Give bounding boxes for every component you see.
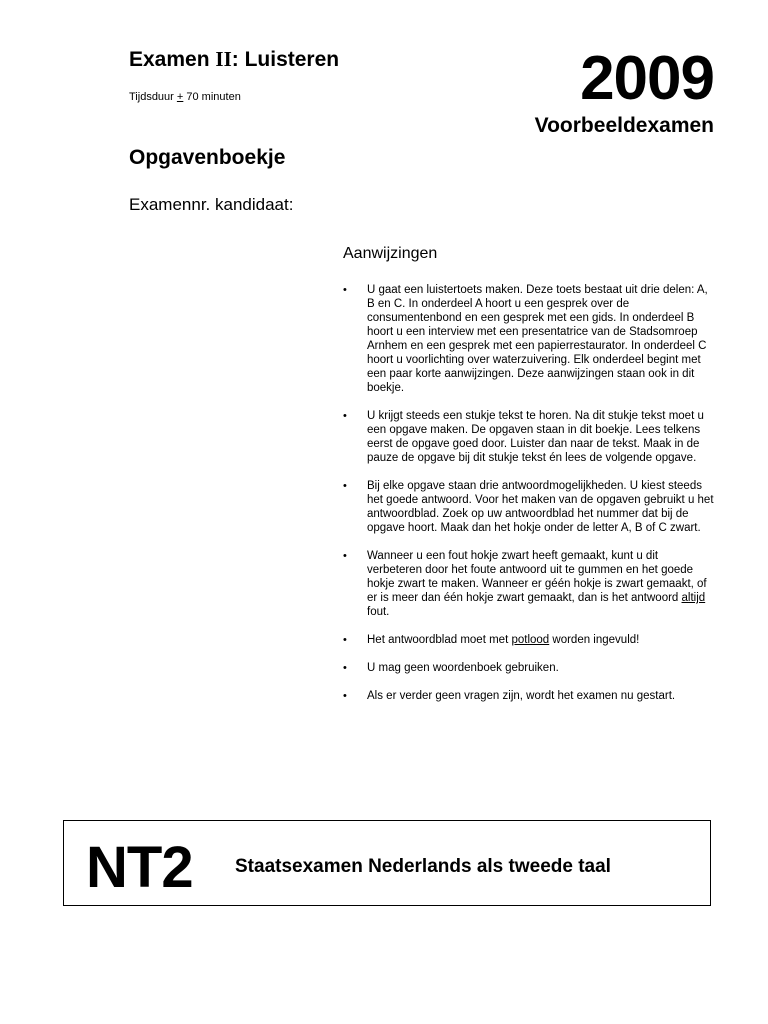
instruction-text: Als er verder geen vragen zijn, wordt het examen nu gestart.	[367, 690, 676, 702]
nt2-logo: NT2	[86, 835, 193, 900]
instructions-heading: Aanwijzingen	[343, 245, 438, 262]
instruction-item	[343, 689, 715, 703]
exam-year: 2009	[580, 44, 714, 113]
instruction-item	[343, 549, 715, 619]
booklet-title: Opgavenboekje	[129, 146, 286, 169]
instruction-item	[343, 283, 715, 395]
exam-title-prefix: Examen	[129, 48, 216, 71]
instruction-item	[343, 409, 715, 465]
exam-title	[129, 49, 339, 70]
plus-minus-symbol: +	[176, 91, 184, 103]
instructions-list	[343, 283, 715, 717]
duration-text	[129, 91, 241, 104]
bullet-icon: •	[343, 634, 347, 646]
instruction-item	[343, 633, 715, 647]
exam-title-roman: II	[215, 47, 232, 71]
duration-suffix: 70 minuten	[183, 91, 241, 103]
bullet-icon: •	[343, 284, 347, 296]
bullet-icon: •	[343, 662, 347, 674]
instruction-text	[367, 550, 707, 618]
instruction-text-suffix: worden ingevuld!	[549, 634, 640, 646]
instruction-text: U gaat een luistertoets maken. Deze toets bestaat uit drie delen: A, B en C. In onderdeel A hoort u een gesprek over de consumentenbond en een gesprek met een gids. In onderdeel B hoort u een interview met een presentatrice van de Stadsomroep Arnhem en een gesprek met een papierrestaurator. In onderdeel C hoort u voorlichting over waterzuivering. Elk onderdeel begint met een paar korte aanwijzingen. Deze aanwijzingen staan ook in dit boekje.	[367, 284, 708, 394]
bullet-icon: •	[343, 690, 347, 702]
candidate-number-label: Examennr. kandidaat:	[129, 195, 294, 214]
footer-banner	[63, 820, 711, 906]
duration-prefix: Tijdsduur	[129, 91, 177, 103]
instruction-item	[343, 479, 715, 535]
instruction-text-end: fout.	[367, 606, 390, 618]
instruction-text: U krijgt steeds een stukje tekst te horen. Na dit stukje tekst moet u een opgave maken. De opgaven staan in dit boekje. Lees telkens eerst de opgave goed door. Luister dan naar de tekst. Maak in de pauze de opgave bij dit stukje tekst én lees de volgende opgave.	[367, 410, 704, 464]
instruction-text: Bij elke opgave staan drie antwoordmogelijkheden. U kiest steeds het goede antwoord. Voor het maken van de opgaven gebruikt u het antwoordblad. Zoek op uw antwoordblad het nummer dat bij de opgave hoort. Maak dan het hokje onder de letter A, B of C zwart.	[367, 480, 714, 534]
instruction-item	[343, 661, 715, 675]
instruction-text	[367, 634, 639, 646]
bullet-icon: •	[343, 550, 347, 562]
emphasis-underlined: potlood	[511, 634, 550, 646]
instruction-text-main: Wanneer u een fout hokje zwart heeft gemaakt, kunt u dit verbeteren door het foute antwoord uit te gummen en het goede hokje zwart te maken. Wanneer er géén hokje is zwart gemaakt, of er is meer dan één hokje zwart gemaakt, dan is het antwoord	[367, 550, 707, 604]
bullet-icon: •	[343, 480, 347, 492]
bullet-icon: •	[343, 410, 347, 422]
footer-title: Staatsexamen Nederlands als tweede taal	[235, 856, 611, 877]
instruction-text: U mag geen woordenboek gebruiken.	[367, 662, 559, 674]
emphasis-underlined: altijd	[681, 592, 706, 604]
exam-subtitle: Voorbeeldexamen	[534, 114, 714, 137]
exam-title-suffix: : Luisteren	[231, 48, 340, 71]
instruction-text-prefix: Het antwoordblad moet met	[367, 634, 512, 646]
